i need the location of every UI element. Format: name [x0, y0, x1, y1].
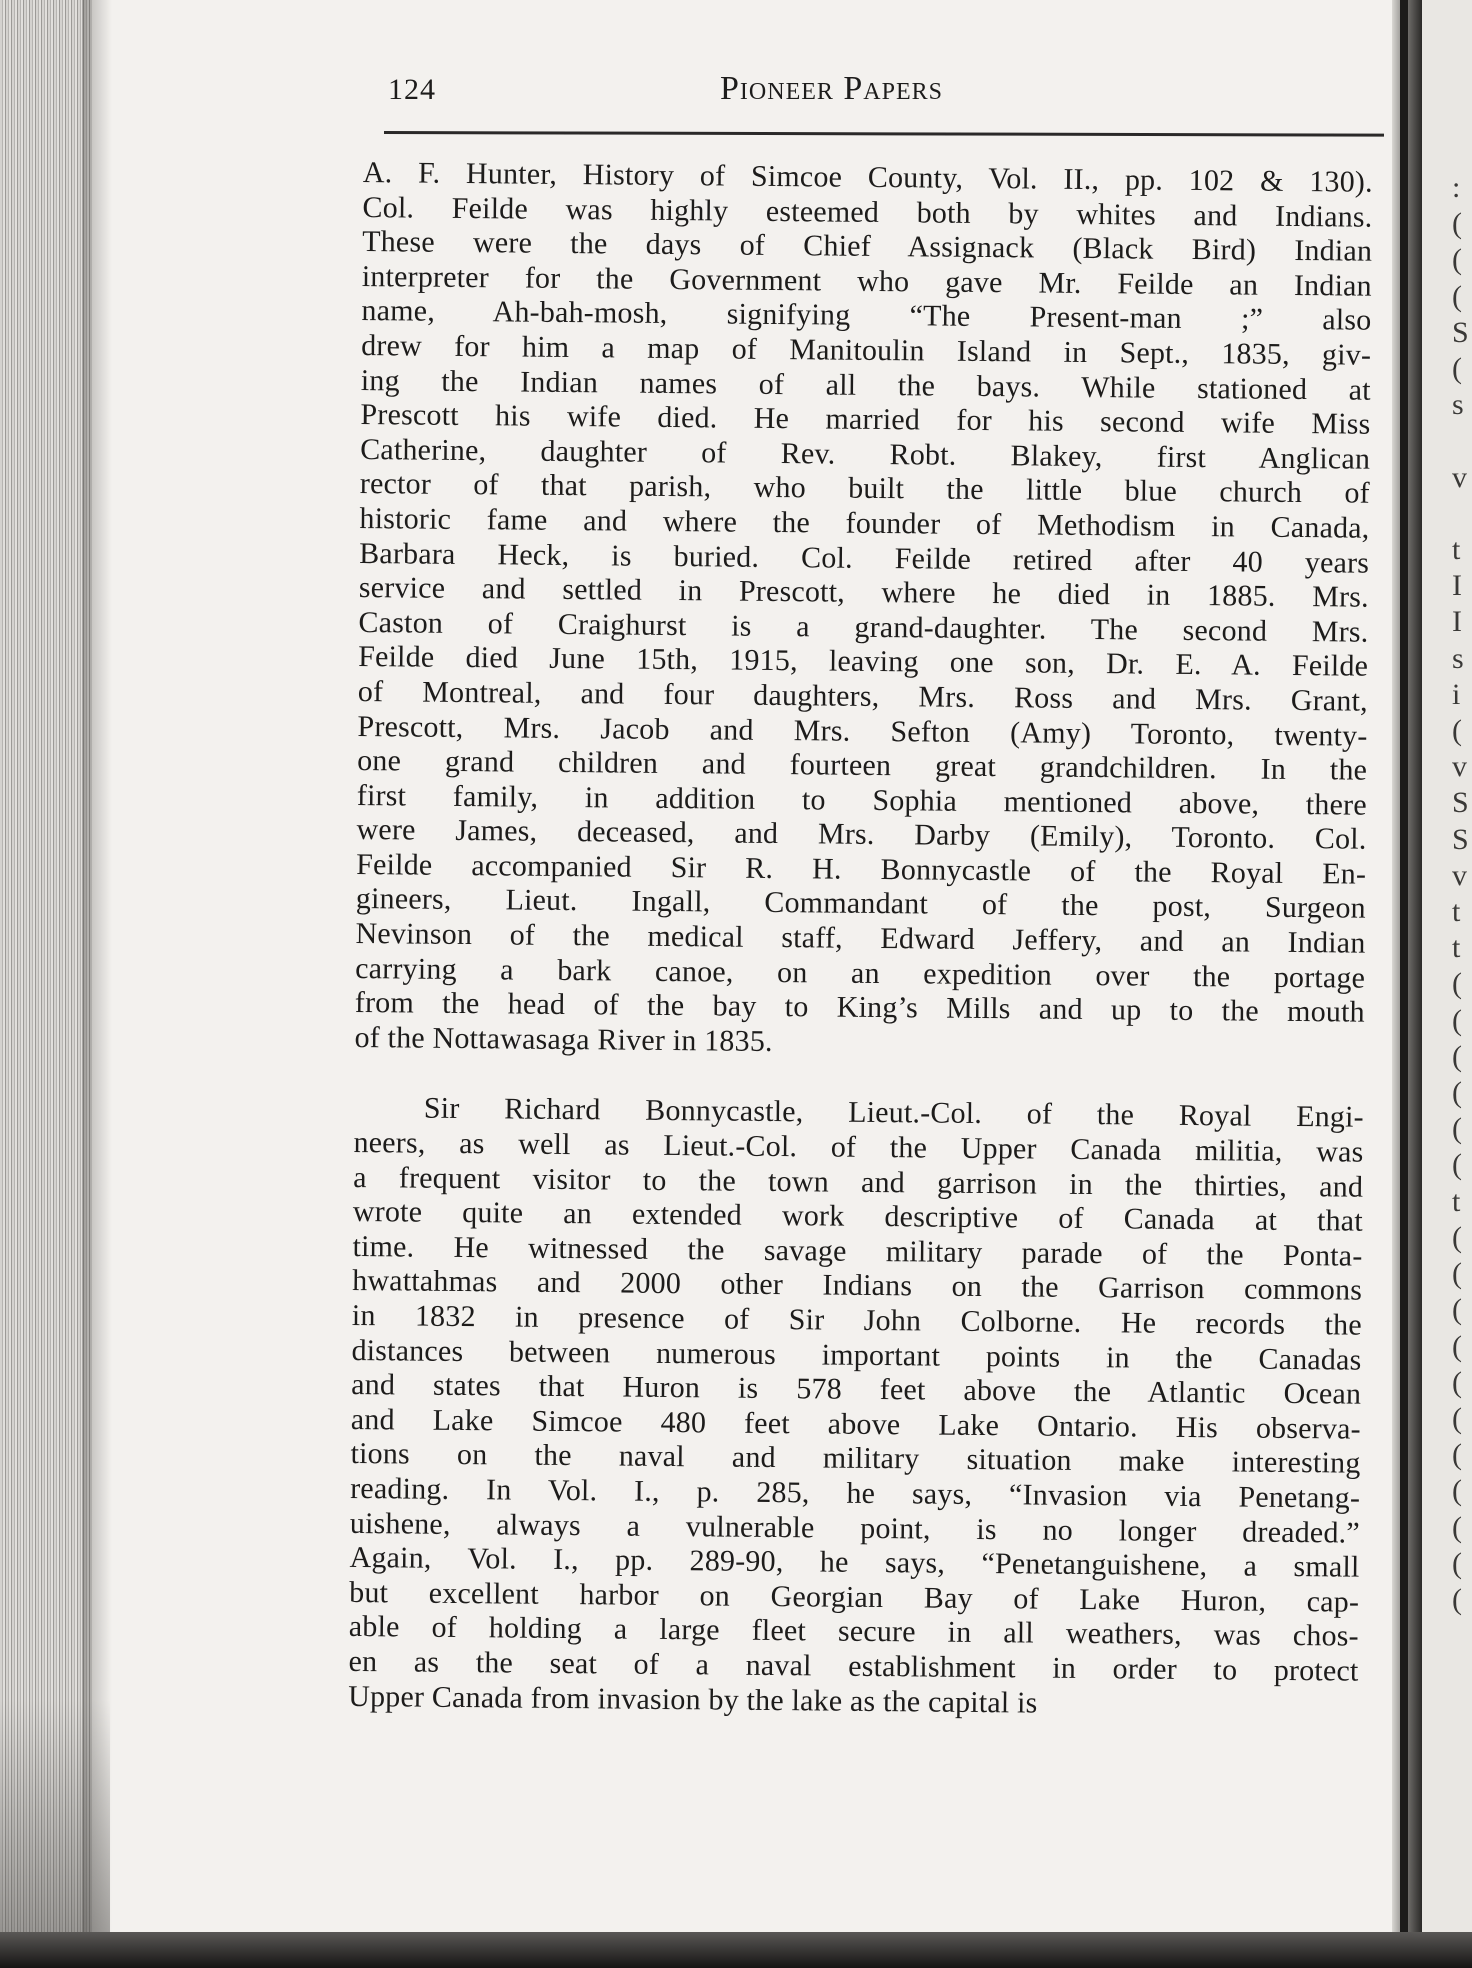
- text-line: distances between numerous important points in the Canadas: [351, 1333, 1362, 1377]
- text-line: Caston of Craighurst is a grand-daughter. The second Mrs.: [358, 605, 1369, 649]
- adjacent-glyph: v: [1452, 750, 1467, 784]
- text-line: rector of that parish, who built the little blue church of: [359, 467, 1370, 511]
- text-line: of Montreal, and four daughters, Mrs. Ross and Mrs. Grant,: [357, 674, 1368, 718]
- page-edge-bottom-shade: [0, 1700, 110, 1968]
- text-line: ing the Indian names of all the bays. While stationed at: [360, 363, 1371, 407]
- scanner-bottom-border: [0, 1932, 1472, 1968]
- text-line: gineers, Lieut. Ingall, Commandant of the post, Surgeon: [355, 882, 1366, 926]
- adjacent-glyph: (: [1452, 1401, 1462, 1435]
- text-line: service and settled in Prescott, where he died in 1885. Mrs.: [358, 571, 1369, 614]
- adjacent-page-glyphs: [1452, 170, 1472, 1618]
- text-line: hwattahmas and 2000 other Indians on the Garrison commons: [352, 1264, 1363, 1308]
- adjacent-glyph: s: [1452, 641, 1464, 675]
- adjacent-glyph: (: [1452, 1112, 1462, 1146]
- text-line: from the head of the bay to King’s Mills and up to the mouth: [354, 986, 1365, 1029]
- text-line: wrote quite an extended work descriptive of Canada at that: [352, 1195, 1363, 1238]
- paragraph: [354, 156, 1373, 1065]
- adjacent-glyph: (: [1452, 1257, 1462, 1291]
- adjacent-glyph: v: [1452, 858, 1467, 892]
- text-line: but excellent harbor on Georgian Bay of Lake Huron, cap-: [349, 1575, 1360, 1619]
- paragraph: [348, 1091, 1364, 1723]
- adjacent-glyph: (: [1452, 1546, 1462, 1580]
- adjacent-glyph: I: [1452, 569, 1462, 603]
- text-line: historic fame and where the founder of Methodism in Canada,: [359, 501, 1370, 545]
- adjacent-glyph: I: [1452, 605, 1462, 639]
- adjacent-page-edge: [1422, 0, 1472, 1968]
- text-line: Catherine, daughter of Rev. Robt. Blakey, first Anglican: [360, 432, 1371, 476]
- text-line: Sir Richard Bonnycastle, Lieut.-Col. of the Royal Engi-: [423, 1092, 1364, 1135]
- adjacent-glyph: s: [1452, 388, 1464, 422]
- text-line: and states that Huron is 578 feet above the Atlantic Ocean: [351, 1368, 1362, 1411]
- text-line: Col. Feilde was highly esteemed both by whites and Indians.: [362, 190, 1373, 234]
- text-line: Upper Canada from invasion by the lake as the capital is: [348, 1679, 1038, 1720]
- adjacent-glyph: (: [1452, 1365, 1462, 1399]
- running-title: Pioneer Papers: [720, 70, 943, 107]
- text-line: in 1832 in presence of Sir John Colborne. He records the: [351, 1298, 1362, 1342]
- adjacent-glyph: (: [1452, 1293, 1462, 1327]
- adjacent-glyph: t: [1452, 1184, 1461, 1218]
- text-line: drew for him a map of Manitoulin Island in Sept., 1835, giv-: [361, 328, 1372, 372]
- adjacent-glyph: :: [1452, 171, 1461, 204]
- text-line: reading. In Vol. I., p. 285, he says, “Invasion via Penetang-: [350, 1471, 1361, 1515]
- adjacent-glyph: [1452, 496, 1472, 532]
- text-line: one grand children and fourteen great grandchildren. In the: [357, 744, 1368, 787]
- text-line: interpreter for the Government who gave Mr. Feilde an Indian: [361, 259, 1372, 303]
- text-line: A. F. Hunter, History of Simcoe County, Vol. II., pp. 102 & 130).: [362, 156, 1373, 199]
- adjacent-glyph: i: [1452, 677, 1461, 711]
- text-line: These were the days of Chief Assignack (Black Bird) Indian: [362, 225, 1373, 268]
- adjacent-glyph: S: [1452, 315, 1469, 349]
- page-edge-shadow: [82, 0, 112, 1968]
- adjacent-glyph: (: [1452, 279, 1462, 313]
- header-rule: [384, 131, 1384, 137]
- adjacent-glyph: (: [1452, 1220, 1462, 1254]
- text-line: and Lake Simcoe 480 feet above Lake Ontario. His observa-: [350, 1402, 1361, 1446]
- text-line: Prescott his wife died. He married for his second wife Miss: [360, 398, 1371, 441]
- text-line: Barbara Heck, is buried. Col. Feilde retired after 40 years: [359, 536, 1370, 580]
- adjacent-glyph: (: [1452, 1510, 1462, 1544]
- adjacent-glyph: [1452, 423, 1472, 459]
- text-line: name, Ah-bah-mosh, signifying “The Present-man ;” also: [361, 294, 1372, 338]
- adjacent-glyph: (: [1452, 967, 1462, 1001]
- adjacent-glyph: (: [1452, 1474, 1462, 1508]
- text-line: Nevinson of the medical staff, Edward Jeffery, and an Indian: [355, 917, 1366, 960]
- text-line: a frequent visitor to the town and garrison in the thirties, and: [353, 1160, 1364, 1204]
- text-line: en as the seat of a naval establishment in order to protect: [348, 1644, 1359, 1688]
- text-line: neers, as well as Lieut.-Col. of the Upper Canada militia, was: [353, 1125, 1364, 1169]
- adjacent-glyph: (: [1452, 1148, 1462, 1182]
- adjacent-glyph: (: [1452, 1582, 1462, 1616]
- adjacent-glyph: (: [1452, 207, 1462, 241]
- text-line: Feilde accompanied Sir R. H. Bonnycastle of the Royal En-: [356, 847, 1367, 891]
- gutter-shadow-line: [1400, 0, 1408, 1968]
- adjacent-glyph: t: [1452, 533, 1461, 567]
- adjacent-glyph: S: [1452, 822, 1469, 856]
- adjacent-glyph: v: [1452, 460, 1467, 494]
- text-line: uishene, always a vulnerable point, is no longer dreaded.”: [349, 1506, 1360, 1550]
- adjacent-glyph: (: [1452, 714, 1462, 748]
- adjacent-glyph: t: [1452, 931, 1461, 965]
- text-line: Prescott, Mrs. Jacob and Mrs. Sefton (Amy) Toronto, twenty-: [357, 709, 1368, 753]
- text-line: were James, deceased, and Mrs. Darby (Emily), Toronto. Col.: [356, 813, 1367, 856]
- adjacent-glyph: t: [1452, 895, 1461, 929]
- text-line: Again, Vol. I., pp. 289-90, he says, “Penetanguishene, a small: [349, 1541, 1360, 1584]
- adjacent-glyph: (: [1452, 352, 1462, 386]
- text-line: first family, in addition to Sophia mentioned above, there: [356, 778, 1367, 822]
- adjacent-glyph: S: [1452, 786, 1469, 820]
- adjacent-glyph: (: [1452, 1438, 1462, 1472]
- adjacent-glyph: (: [1452, 1039, 1462, 1073]
- text-line: Feilde died June 15th, 1915, leaving one son, Dr. E. A. Feilde: [358, 640, 1369, 683]
- adjacent-glyph: (: [1452, 243, 1462, 277]
- page-number: 124: [388, 73, 436, 106]
- body-text: [348, 156, 1373, 1724]
- text-line: able of holding a large fleet secure in all weathers, was chos-: [348, 1610, 1359, 1653]
- adjacent-glyph: (: [1452, 1003, 1462, 1037]
- adjacent-glyph: (: [1452, 1329, 1462, 1363]
- text-line: time. He witnessed the savage military parade of the Ponta-: [352, 1229, 1363, 1273]
- text-line: tions on the naval and military situation make interesting: [350, 1437, 1361, 1481]
- adjacent-glyph: (: [1452, 1076, 1462, 1110]
- text-line: carrying a bark canoe, on an expedition over the portage: [355, 951, 1366, 995]
- text-line: of the Nottawasaga River in 1835.: [354, 1020, 773, 1058]
- stacked-page-edges: [0, 0, 92, 1968]
